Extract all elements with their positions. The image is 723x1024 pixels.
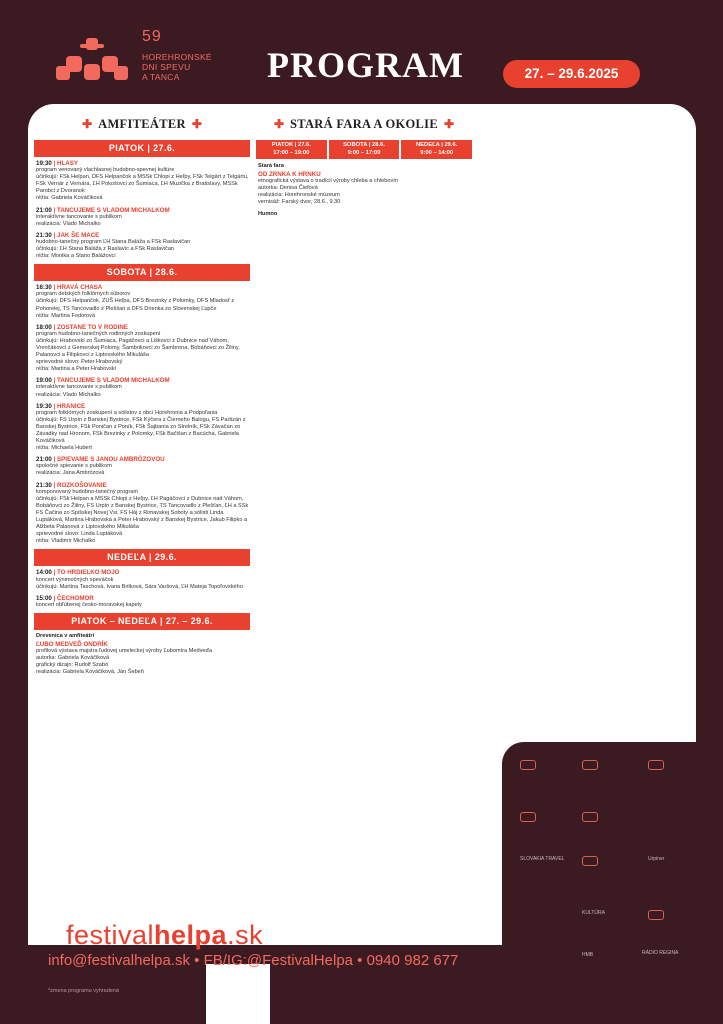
program-note: *zmena programu vyhradená [48,988,119,994]
event-time: 16:30 [36,284,52,292]
festival-url[interactable]: festivalhelpa.sk [66,920,264,950]
sponsor-kultura: KULTÚRA [582,910,605,916]
event-detail: účinkujú: Hrabovskí zo Šumiaca, Pagáčovci a Liškovci z Dubnice nad Váhom, Vrenčákovci z Gemerskej Polomy, Šambrikovci zo Šambrona, Bobáňovci zo Žiliny, Palanovci a Filipkovci z Liptovského Mikuláša [36,337,240,359]
event-detail: koncert obľúbenej česko-moravskej kapely [36,601,142,608]
cross-icon: ✚ [443,117,455,132]
sponsor-logo-6 [582,856,601,866]
event-name: JAK ŠE MACE [57,231,100,239]
event-item [36,569,250,590]
event-item [36,456,250,477]
event-name: HRAVÁ CHASA [57,284,103,292]
event-item [36,324,250,374]
logo-text: HOREHRONSKÉ DNI SPEVU A TANCA [142,52,212,82]
cross-icon: ✚ [82,117,93,132]
event-time: 19:30 [36,402,52,410]
event-item [36,482,250,546]
event-detail: réžia: Michaela Hubert [36,445,92,452]
event-title [258,171,472,178]
sponsor-panel [502,742,702,974]
event-detail: účinkujú: FSk Helpan a MSSk Chlopi z Heľpy, ĽH Pagáčovci z Dubnice nad Váhom, Bobáňovci zo Žiliny, FS Urpín z Banskej Bystrice, TS Tancovadlo z Plešťan, ĽH a SSk FS Čačina zo Spišskej Novej Vsi, FS Háj z Rimavskej Soboty a sólisti Linda Luptáková, Martina Hrabovská a Peter Hrabovský z Banskej Bystrice, Jakub Filipko a Alžbeta Palanová z Liptovského Mikuláša [36,495,249,531]
event-detail: réžia: Gabriela Kováčiková [36,195,103,202]
event-detail: spoločné spievanie s publikom [36,463,112,470]
footer-phone[interactable]: 0940 982 677 [366,952,459,969]
event-time: 21:30 [36,481,52,489]
event-item [36,207,250,228]
event-time: 19:30 [36,160,52,167]
event-item [36,160,250,203]
festival-logo-icon [52,36,132,86]
event-item [36,595,250,609]
column-stara-fara [256,114,472,219]
event-title: 21:00 | TANCUJEME S VLADOM MICHALKOM [36,206,170,214]
event-name: HRANICE [57,402,86,410]
schedule-tab [401,140,472,159]
event-detail: réžia: Martina a Peter Hrabovskí [36,366,117,373]
event-time: 21:00 [36,456,52,464]
cross-icon: ✚ [191,117,202,132]
event-detail: réžia: Monika a Stano Balážovci [36,253,116,260]
sponsor-logo-7 [648,910,667,920]
qr-code-icon [206,964,270,1024]
event-title: 14:00 | TO HRDIELKO MOJO [36,569,120,577]
event-detail: účinkujú: ĽH Stana Baláža z Raslavíc a FSk Raslavičan [36,246,175,253]
event-title: 21:00 | SPIEVAME S JANOU AMBRÓZOVOU [36,456,165,464]
logo-number: 59 [142,28,162,45]
event-name: ROZKOŠOVANIE [57,481,107,489]
event-detail: autorka: Denisa Čiefová [258,185,318,192]
venue-label: Drevenica v amfiteátri [36,632,95,639]
column-header [256,114,472,136]
day-header: SOBOTA | 28.6. [34,264,250,281]
event-title: 16:30 | HRAVÁ CHASA [36,284,103,292]
venue-label: Humno [258,210,278,217]
event-detail: koncert výnimočných speváčok [36,576,114,583]
event-detail: komponovaný hudobno-tanečný program [36,488,138,495]
event-title: 15:00 | ČECHOMOR [36,594,94,602]
event-detail: etnografická výstava o tradícii výroby chleba a chlebovín [258,178,398,185]
footer-social[interactable]: FB/IG:@FestivalHelpa [203,952,353,969]
sponsor-logo-2 [582,760,601,770]
event-title: 21:30 | JAK ŠE MACE [36,231,100,239]
event-time: 19:00 [36,377,52,385]
sponsor-urpiner: Urpiner [648,856,665,862]
event-detail: program folklórnych zoskupení a sólistov z obcí Horehronia a Podpoľania [36,409,218,416]
sponsor-logo-5 [582,812,601,822]
event-time: 21:30 [36,231,52,239]
event-detail: autorka: Gabriela Kováčiková [36,655,110,662]
event-detail: účinkujú: FSk Helpan, DFS Helpančok a MSSk Chlopi z Heľpy, FSk Telgárt z Telgártu, FSk Vernár z Vernára, ĽH Pokošovci zo Šumiaca, ĽH Muzička z Bratislavy, MSSk Parobci z Dvoranok [36,174,249,195]
event-name: TANCUJEME S VLADOM MICHALKOM [57,206,170,214]
sponsor-hmb: HMB [582,952,594,958]
event-name: SPIEVAME S JANOU AMBRÓZOVOU [57,456,165,464]
event-detail: profilová výstava majstra ľudovej umeleckej výroby Ľubomíra Medveďa [36,648,213,655]
event-detail: realizácia: Jana Ambrózová [36,470,105,477]
event-time: 14:00 [36,569,52,577]
event-detail: účinkujú: FS Urpín z Banskej Bystrice, FSk Kýčera z Čierneho Balogu, FS Partizán z Banskej Bystrice, FSk Poničan z Poník, FSk Šajbania zo Strelník, FSk Závačan zo Závadky nad Hronom, FSk Brezinky z Polomky, FSk Bačišan z Bacúcha, Gabriela Kováčiková [36,416,246,445]
event-title: 19:00 | TANCUJEME S VLADOM MICHALKOM [36,377,170,385]
event-detail: sprievodné slovo: Linda Luptáková [36,531,123,538]
day-header: NEDEĽA | 29.6. [34,549,250,566]
event-detail: réžia: Vladimír Michalko [36,538,96,545]
schedule-tab [256,140,327,159]
event-detail: účinkujú: Martina Taschová, Ivana Brilková, Sára Varšová, ĽH Mateja Topoľovského [36,583,243,590]
event-title: 19:30 | HRANICE [36,402,86,410]
event-detail: realizácia: Vlado Michalko [36,220,101,227]
event-name: ČECHOMOR [57,594,94,602]
event-name: TO HRDIELKO MOJO [57,569,120,577]
schedule-tab [329,140,400,159]
sponsor-slovakia-travel: SLOVAKIA TRAVEL [520,856,565,862]
venue-label: Stará fara [258,163,284,169]
column-title: STARÁ FARA A OKOLIE [290,117,438,132]
event-item [36,232,250,260]
sponsor-radio-regina: RÁDIO REGINA [642,950,679,956]
event-detail: interaktívne tancovanie s publikom [36,213,122,220]
page-title: PROGRAM [267,45,464,85]
tab-day: NEDEĽA | 29.6. [416,142,458,148]
event-name: ZOSTANE TO V RODINE [57,323,128,331]
tab-day: PIATOK | 27.6. [271,142,311,148]
event-item [36,641,250,676]
tab-time: 9:00 – 17:00 [347,149,381,156]
date-badge: 27. – 29.6.2025 [503,60,640,88]
event-detail: realizácia: Vlado Michalko [36,391,101,398]
day-header: PIATOK – NEDEĽA | 27. – 29.6. [34,613,250,630]
event-detail: program venovaný vlachlasnej hudobno-spevnej kultúre [36,167,175,174]
header [0,0,723,100]
event-time: 18:00 [36,323,52,331]
event-item [36,284,250,319]
column-header [34,114,250,136]
event-detail: hudobno-tanečný program ĽH Stana Baláža a FSk Raslavičan [36,238,191,245]
event-title: 19:30 | HLASY [36,160,78,167]
column-amfiteater [34,114,250,680]
event-title: 18:00 | ZOSTANE TO V RODINE [36,323,128,331]
event-detail: réžia: Martina Fodorová [36,312,96,319]
event-detail: sprievodné slovo: Peter Hrabovský [36,359,123,366]
footer-email[interactable]: info@festivalhelpa.sk [48,952,190,969]
schedule-tabs [256,140,472,159]
event-detail: grafický dizajn: Rudolf Szabó [36,662,109,669]
event-name: OD ZRNKA K HRNKU [258,171,321,179]
event-detail: program detských folklórnych súborov [36,291,131,298]
event-detail: realizácia: Horehronské múzeum [258,192,340,199]
event-name: HLASY [57,160,78,167]
event-detail: vernisáž: Farský dvor, 28.6., 9.30 [258,199,341,206]
tab-day: SOBOTA | 28.6. [343,142,385,148]
event-detail: účinkujú: DFS Helpančok, ZUŠ Heľpa, DFS Brezinky z Polomky, DFS Mladosť z Pohorelej, TS Tancovadlo z Pleššan a DFS Drienka zo Slovenskej Ľupče [36,298,235,312]
column-title: AMFITEÁTER [98,117,186,132]
event-name: ĽUBO MEDVEĎ ONDRÍK [36,640,108,648]
event-title: 21:30 | ROZKOŠOVANIE [36,481,107,489]
cross-icon: ✚ [273,117,284,132]
sponsor-logo-1 [520,760,539,770]
contact-footer: info@festivalhelpa.sk • FB/IG:@FestivalHelpa • 0940 982 677 [48,952,459,969]
event-title [36,641,250,648]
event-time: 21:00 [36,206,52,214]
event-time: 15:00 [36,594,52,602]
event-item [36,377,250,398]
sponsor-logo-4 [520,812,539,822]
event-item [36,403,250,453]
tab-time: 9:00 – 14:00 [420,149,454,156]
event-name: TANCUJEME S VLADOM MICHALKOM [57,377,170,385]
event-detail: interaktívne tancovanie s publikom [36,384,122,391]
event-item [258,171,472,206]
day-header: PIATOK | 27.6. [34,140,250,157]
event-detail: realizácia: Gabriela Kováčiková, Ján Šebeň [36,669,144,676]
event-detail: program hudobno-tanečných rodinných zoskupení [36,330,161,337]
sponsor-logo-3 [648,760,667,770]
tab-time: 17:00 – 19:00 [273,149,310,156]
